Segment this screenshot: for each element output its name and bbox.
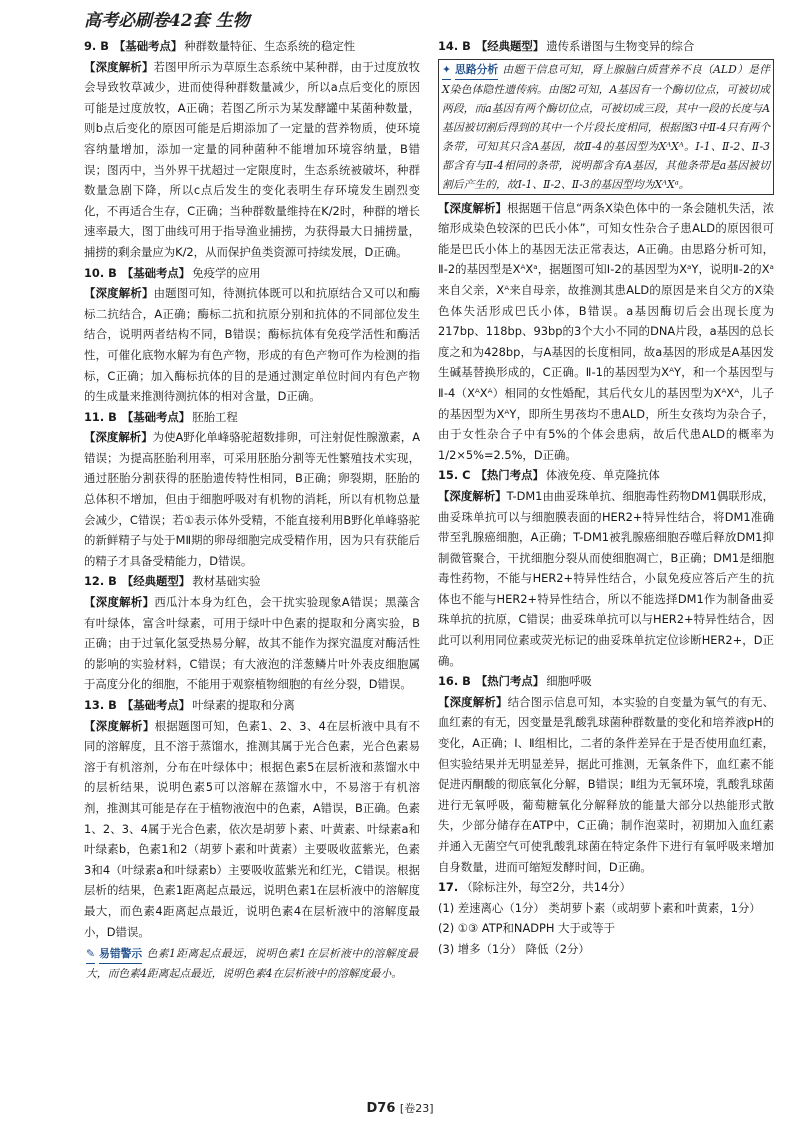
thinking-label: 思路分析 bbox=[455, 60, 498, 80]
page-footer bbox=[0, 1100, 800, 1116]
question-tag: 【热门考点】 bbox=[475, 674, 545, 689]
question-13 bbox=[84, 695, 420, 983]
question-analysis bbox=[438, 692, 774, 877]
analysis-text: 由题图可知，待测抗体既可以和抗原结合又可以和酶标二抗结合，A正确；酶标二抗和抗原分别和抗体的不同部位发生结合，说明两者结构不同，B错误；酶标抗体有免疫学活性和酶活性，可催化底物水解为有色产物，形成的有色产物可作为检测的指标，C正确；加入酶标抗体的目的是通过测定单位时间内有色产物的生成量来推测待测抗体的相对含量，D正确。 bbox=[84, 286, 420, 404]
analysis-label: 【深度解析】 bbox=[438, 488, 507, 503]
question-analysis bbox=[84, 283, 420, 407]
right-column bbox=[438, 36, 774, 960]
error-tip bbox=[84, 944, 420, 983]
question-analysis bbox=[84, 427, 420, 571]
answer-line: (3) 增多（1分） 降低（2分） bbox=[438, 941, 590, 956]
analysis-text: T-DM1由曲妥珠单抗、细胞毒性药物DM1偶联形成，曲妥珠单抗可以与细胞膜表面的HER2+特异性结合，将DM1准确带至乳腺癌细胞，A正确；T-DM1被乳腺癌细胞吞噬后释放DM1抑制微管聚合，干扰细胞分裂从而使细胞凋亡，B正确；DM1是细胞毒性药物，不能与HER2+特异性结合，小鼠免疫应答后产生的抗体也不能与HER2+特异性结合，所以不能选择DM1作为制备曲妥珠单抗的抗原，C错误；曲妥珠单抗可以与HER2+特异性结合，因此可以利用同位素或荧光标记的曲妥珠单抗定位诊断HER2+，D正确。 bbox=[438, 488, 774, 668]
analysis-text: 结合图示信息可知，本实验的自变量为氧气的有无、血红素的有无，因变量是乳酸乳球菌种群数量的变化和培养液pH的变化，A正确；Ⅰ、Ⅱ组相比，二者的条件差异在于是否使用血红素，但实验结果并无明显差异，据此可推测，无氧条件下，血红素不能促进丙酮酸的彻底氧化分解，B错误；Ⅱ组为无氧环境，乳酸乳球菌进行无氧呼吸，葡萄糖氧化分解释放的能量大部分以热能形式散失，少部分储存在ATP中，C正确；制作泡菜时，初期加入血红素并通入无菌空气可使乳酸乳球菌在特定条件下进行有氧呼吸来增加自身数量，进而可缩短发酵时间，D正确。 bbox=[438, 694, 774, 874]
question-analysis bbox=[84, 57, 420, 263]
question-topic: 教材基础实验 bbox=[192, 574, 261, 589]
question-14 bbox=[438, 36, 774, 465]
question-10 bbox=[84, 263, 420, 407]
question-topic: 细胞呼吸 bbox=[546, 674, 592, 689]
analysis-label: 【深度解析】 bbox=[438, 694, 508, 709]
analysis-label: 【深度解析】 bbox=[438, 200, 508, 215]
answer-line: (2) ①③ ATP和NADPH 大于或等于 bbox=[438, 921, 616, 936]
question-number: 16. B bbox=[438, 674, 471, 689]
question-number: 9. B bbox=[84, 39, 109, 53]
thinking-text: 由题干信息可知，肾上腺脑白质营养不良（ALD）是伴X染色体隐性遗传病。由图2可知，A基因有一个酶切位点，可被切成两段，而a基因有两个酶切位点，可被切成三段，其中一段的长度与A基因被切割后得到的其中一个片段长度相同，根据图3中Ⅱ-4只有两个条带，可知其只含A基因，故Ⅱ-4的基因型为XᴬXᴬ。Ⅰ-1、Ⅱ-2、Ⅱ-3都含有与Ⅱ-4相同的条带，说明都含有A基因，其他条带是a基因被切割后产生的，故Ⅰ-1、Ⅱ-2、Ⅱ-3的基因型均为XᴬXᵃ。 bbox=[442, 62, 770, 191]
question-number: 13. B bbox=[84, 698, 117, 712]
question-16 bbox=[438, 671, 774, 877]
question-tag: 【基础考点】 bbox=[121, 409, 191, 424]
question-12 bbox=[84, 571, 420, 695]
question-tag: 【经典题型】 bbox=[121, 574, 191, 589]
lightbulb-icon: ✦ bbox=[442, 60, 451, 80]
analysis-label: 【深度解析】 bbox=[84, 595, 155, 610]
question-tag: 【热门考点】 bbox=[475, 468, 544, 483]
question-analysis bbox=[84, 716, 420, 943]
analysis-text: 若图甲所示为草原生态系统中某种群，由于过度放牧会导致牧草减少，进而使得种群数量减少，所以a点后变化的原因可能是过度放牧，A正确；若图乙所示为某发酵罐中某菌种数量，则b点后变化的原因可能是后期添加了一定量的营养物质，使环境容纳量增加，添加一定量的同种菌种不能增加环境容纳量，B错误；图丙中，当外界干扰超过一定限度时，生态系统被破坏，种群数量急剧下降，所以c点后发生的变化表明生存环境发生剧烈变化，不再适合生存，C正确；当种群数量维持在K/2时，种群的增长速率最大，图丁曲线可用于指导渔业捕捞，为获得最大日捕捞量，捕捞的剩余量应为K/2，从而保护鱼类资源可持续发展，D正确。 bbox=[84, 59, 420, 259]
volume-label: [卷23] bbox=[399, 1102, 434, 1115]
pencil-icon: ✎ bbox=[86, 944, 95, 964]
question-number: 14. B bbox=[438, 39, 471, 53]
question-number: 10. B bbox=[84, 265, 117, 280]
question-topic: 胚胎工程 bbox=[192, 409, 238, 424]
page-header-title: 高考必刷卷42套 生物 bbox=[84, 11, 250, 31]
analysis-label: 【深度解析】 bbox=[84, 430, 153, 445]
question-number: 12. B bbox=[84, 574, 117, 589]
answer-line: (1) 差速离心（1分） 类胡萝卜素（或胡萝卜素和叶黄素，1分） bbox=[438, 900, 761, 915]
question-tag: 【基础考点】 bbox=[121, 265, 191, 280]
question-analysis bbox=[438, 486, 774, 671]
question-11 bbox=[84, 407, 420, 572]
question-topic: 叶绿素的提取和分离 bbox=[192, 698, 295, 712]
question-topic: 免疫学的应用 bbox=[192, 265, 261, 280]
question-number: 15. C bbox=[438, 468, 471, 483]
analysis-text: 为使A野化单峰骆驼超数排卵，可注射促性腺激素，A错误；为提高胚胎利用率，可采用胚胎分割等无性繁殖技术实现，通过胚胎分割获得的胚胎遗传特性相同，B正确；卵裂期，胚胎的总体积不增加，但由于细胞呼吸对有机物的消耗，所以有机物总量会减少，C错误；若①表示体外受精，不能直接利用B野化单峰骆驼的新鲜精子与处于MⅡ期的卵母细胞完成受精作用，因为只有获能后的精子才具备受精能力，D错误。 bbox=[84, 430, 420, 568]
question-tag: 【基础考点】 bbox=[113, 39, 183, 53]
analysis-text: 西瓜汁本身为红色，会干扰实验现象A错误；黑藻含有叶绿体，富含叶绿素，可用于绿叶中色素的提取和分离实验，B正确；由于过氧化氢受热易分解，故其不能作为探究温度对酶活性的影响的实验材料，C错误；有大液泡的洋葱鳞片叶外表皮细胞属于高度分化的细胞，不能用于观察植物细胞的有丝分裂，D错误。 bbox=[84, 595, 420, 692]
question-analysis bbox=[438, 198, 774, 466]
analysis-label: 【深度解析】 bbox=[84, 59, 154, 74]
question-analysis bbox=[84, 592, 420, 695]
question-topic: 遗传系谱图与生物变异的综合 bbox=[546, 39, 695, 53]
question-number: 11. B bbox=[84, 409, 117, 424]
question-17 bbox=[438, 877, 774, 959]
question-note: （除标注外，每空2分，共14分） bbox=[461, 880, 632, 895]
question-topic: 体液免疫、单克隆抗体 bbox=[545, 468, 660, 483]
left-column bbox=[84, 36, 420, 985]
error-tip-label: 易错警示 bbox=[99, 944, 142, 964]
analysis-label: 【深度解析】 bbox=[84, 286, 154, 301]
page-number: D76 bbox=[366, 1101, 396, 1116]
question-topic: 种群数量特征、生态系统的稳定性 bbox=[184, 39, 356, 53]
question-number: 17. bbox=[438, 880, 459, 895]
analysis-text: 根据题图可知，色素1、2、3、4在层析液中具有不同的溶解度，且不溶于蒸馏水，推测其属于光合色素，光合色素易溶于有机溶剂，分布在叶绿体中；根据色素5在层析液和蒸馏水中的层析结果，说明色素5可以溶解在蒸馏水中，不易溶于有机溶剂，推测其可能是存在于植物液泡中的色素，A错误，B正确。色素1、2、3、4属于光合色素，依次是胡萝卜素、叶黄素、叶绿素a和叶绿素b，色素1和2（胡萝卜素和叶黄素）主要吸收蓝紫光，色素3和4（叶绿素a和叶绿素b）主要吸收蓝紫光和红光，C错误。根据层析的结果，色素1距离起点最远，说明色素1在层析液中的溶解度最大，而色素4距离起点最近，说明色素4在层析液中的溶解度最小，D错误。 bbox=[84, 718, 420, 939]
analysis-text: 根据题干信息“两条X染色体中的一条会随机失活，浓缩形成染色较深的巴氏小体”，可知女性杂合子患ALD的原因很可能是巴氏小体上的基因无法正常表达，A正确。由思路分析可知，Ⅱ-2的基因型是XᴬXᵃ，据题图可知Ⅰ-2的基因型为XᵃY，说明Ⅱ-2的Xᵃ来自父亲，Xᴬ来自母亲，故推测其患ALD的原因是来自父方的X染色体失活形成巴氏小体，B错误。a基因酶切后会出现长度为217bp、118bp、93bp的3个大小不同的DNA片段，a基因的总长度之和为428bp，与A基因的长度相同，故a基因的形成是A基因发生碱基替换形成的，C正确。Ⅱ-1的基因型为XᴬY，和一个基因型与Ⅱ-4（XᴬXᴬ）相同的女性婚配，其后代女儿的基因型为XᴬXᴬ，儿子的基因型为XᴬY，即所生男孩均不患ALD，所生女孩均为杂合子，由于女性杂合子中有5%的个体会患病，故后代患ALD的概率为1/2×5%=2.5%，D正确。 bbox=[438, 200, 774, 462]
question-tag: 【经典题型】 bbox=[475, 39, 545, 53]
error-tip-text: 色素1距离起点最远，说明色素1在层析液中的溶解度最大，而色素4距离起点最近，说明色素4在层析液中的溶解度最小。 bbox=[86, 947, 418, 981]
question-9 bbox=[84, 36, 420, 263]
analysis-label: 【深度解析】 bbox=[84, 718, 155, 733]
question-tag: 【基础考点】 bbox=[121, 698, 191, 712]
thinking-analysis-box bbox=[438, 59, 774, 195]
question-15 bbox=[438, 465, 774, 671]
